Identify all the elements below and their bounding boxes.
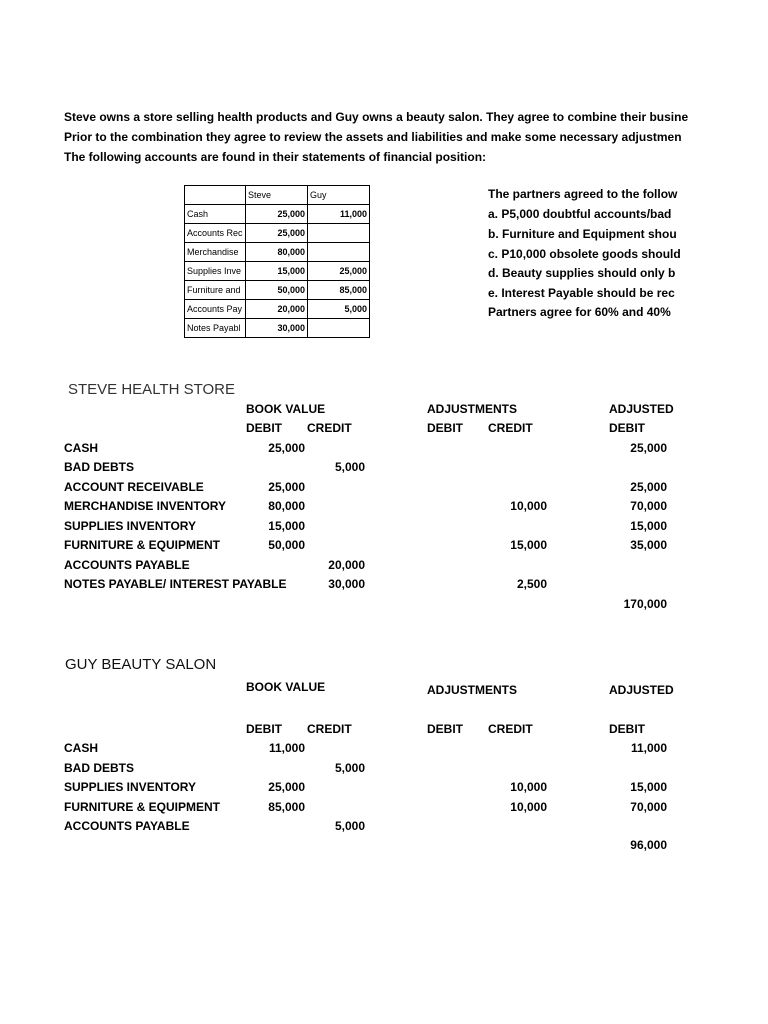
steve-adjusted-debit: 25,000 [630, 441, 667, 455]
steve-adjusted-debit: 25,000 [630, 480, 667, 494]
steve-row-label: CASH [64, 441, 99, 455]
steve-amount: 25,000 [246, 205, 308, 224]
note-item: Partners agree for 60% and 40% [488, 305, 671, 319]
steve-book-credit: 30,000 [328, 577, 365, 591]
note-item: d. Beauty supplies should only b [488, 266, 676, 280]
steve-amount: 25,000 [246, 224, 308, 243]
guy-adjusted-debit: 70,000 [630, 800, 667, 814]
intro-line-2: Prior to the combination they agree to review the assets and liabilities and make some necessary adjustmen [64, 130, 682, 144]
guy-book-debit: 11,000 [268, 741, 305, 755]
account-name: Accounts Rec [185, 224, 246, 243]
guy-adjustments-header: ADJUSTMENTS [427, 683, 518, 697]
table-row [185, 300, 370, 319]
header-cell-steve: Steve [246, 186, 308, 205]
steve-amount: 20,000 [246, 300, 308, 319]
guy-book-credit: 5,000 [334, 819, 365, 833]
steve-total: 170,000 [623, 597, 667, 611]
steve-book-credit: 5,000 [334, 460, 365, 474]
guy-amount: 85,000 [308, 281, 370, 300]
steve-adjusted-debit: 70,000 [630, 499, 667, 513]
guy-row-label: CASH [64, 741, 99, 755]
guy-adjusted-debit: 15,000 [630, 780, 667, 794]
accounts-table [184, 185, 370, 338]
guy-book-credit-header: CREDIT [307, 722, 352, 736]
steve-row-label: BAD DEBTS [64, 460, 135, 474]
guy-adjusted-debit: 11,000 [630, 741, 667, 755]
steve-row-label: ACCOUNTS PAYABLE [64, 558, 190, 572]
steve-book-debit: 50,000 [268, 538, 305, 552]
intro-line-1: Steve owns a store selling health products and Guy owns a beauty salon. They agree to combine their busine [64, 110, 689, 124]
steve-book-debit: 15,000 [268, 519, 305, 533]
guy-total: 96,000 [630, 838, 667, 852]
table-row [185, 281, 370, 300]
guy-row-label: SUPPLIES INVENTORY [64, 780, 197, 794]
guy-title-rest: SALON [161, 656, 217, 673]
guy-row-label: FURNITURE & EQUIPMENT [64, 800, 220, 814]
guy-section-title [65, 656, 216, 673]
steve-adjusted-debit-header: DEBIT [609, 421, 645, 435]
steve-amount: 80,000 [246, 243, 308, 262]
guy-amount [308, 224, 370, 243]
note-item: a. P5,000 doubtful accounts/bad [488, 207, 672, 221]
steve-adj-debit-header: DEBIT [427, 421, 463, 435]
account-name: Cash [185, 205, 246, 224]
notes-heading: The partners agreed to the follow [488, 187, 678, 201]
guy-book-value-header: BOOK VALUE [246, 680, 326, 694]
steve-book-debit: 80,000 [268, 499, 305, 513]
accounts-table-header [185, 186, 370, 205]
steve-row-label: MERCHANDISE INVENTORY [64, 499, 227, 513]
intro-line-3: The following accounts are found in their statements of financial position: [64, 150, 487, 164]
steve-amount: 15,000 [246, 262, 308, 281]
steve-adj-credit: 2,500 [516, 577, 547, 591]
steve-row-label: ACCOUNT RECEIVABLE [64, 480, 204, 494]
guy-amount: 25,000 [308, 262, 370, 281]
steve-book-credit: 20,000 [328, 558, 365, 572]
guy-amount: 5,000 [308, 300, 370, 319]
guy-book-credit: 5,000 [334, 761, 365, 775]
header-cell [185, 186, 246, 205]
steve-row-label: FURNITURE & EQUIPMENT [64, 538, 220, 552]
steve-adj-credit: 15,000 [510, 538, 547, 552]
steve-adj-credit-header: CREDIT [488, 421, 533, 435]
steve-amount: 50,000 [246, 281, 308, 300]
guy-adjusted-header: ADJUSTED [609, 683, 674, 697]
guy-adj-credit: 10,000 [510, 780, 547, 794]
account-name: Supplies Inve [185, 262, 246, 281]
steve-section-title: STEVE HEALTH STORE [68, 381, 235, 398]
steve-book-debit-header: DEBIT [246, 421, 282, 435]
note-item: b. Furniture and Equipment shou [488, 227, 677, 241]
table-row [185, 243, 370, 262]
guy-amount: 11,000 [308, 205, 370, 224]
guy-book-debit: 25,000 [268, 780, 305, 794]
account-name: Furniture and [185, 281, 246, 300]
guy-adj-credit: 10,000 [510, 800, 547, 814]
steve-adjusted-debit: 35,000 [630, 538, 667, 552]
account-name: Accounts Pay [185, 300, 246, 319]
account-name: Merchandise [185, 243, 246, 262]
guy-title-main: GUY BEAUTY [65, 656, 162, 673]
steve-book-credit-header: CREDIT [307, 421, 352, 435]
guy-row-label: ACCOUNTS PAYABLE [64, 819, 190, 833]
steve-book-debit: 25,000 [268, 441, 305, 455]
account-name: Notes Payabl [185, 319, 246, 338]
steve-adjusted-debit: 15,000 [630, 519, 667, 533]
guy-book-debit: 85,000 [268, 800, 305, 814]
header-cell-guy: Guy [308, 186, 370, 205]
guy-amount [308, 319, 370, 338]
note-item: c. P10,000 obsolete goods should [488, 247, 681, 261]
guy-amount [308, 243, 370, 262]
steve-adjusted-header: ADJUSTED [609, 402, 674, 416]
table-row [185, 224, 370, 243]
guy-adjusted-debit-header: DEBIT [609, 722, 645, 736]
steve-adj-credit: 10,000 [510, 499, 547, 513]
steve-amount: 30,000 [246, 319, 308, 338]
steve-adjustments-header: ADJUSTMENTS [427, 402, 518, 416]
steve-row-label: NOTES PAYABLE/ INTEREST PAYABLE [64, 577, 287, 591]
steve-book-debit: 25,000 [268, 480, 305, 494]
guy-book-debit-header: DEBIT [246, 722, 282, 736]
table-row [185, 262, 370, 281]
steve-book-value-header: BOOK VALUE [246, 402, 326, 416]
steve-row-label: SUPPLIES INVENTORY [64, 519, 197, 533]
table-row [185, 319, 370, 338]
guy-adj-debit-header: DEBIT [427, 722, 463, 736]
table-row [185, 205, 370, 224]
note-item: e. Interest Payable should be rec [488, 286, 675, 300]
guy-adj-credit-header: CREDIT [488, 722, 533, 736]
guy-row-label: BAD DEBTS [64, 761, 135, 775]
